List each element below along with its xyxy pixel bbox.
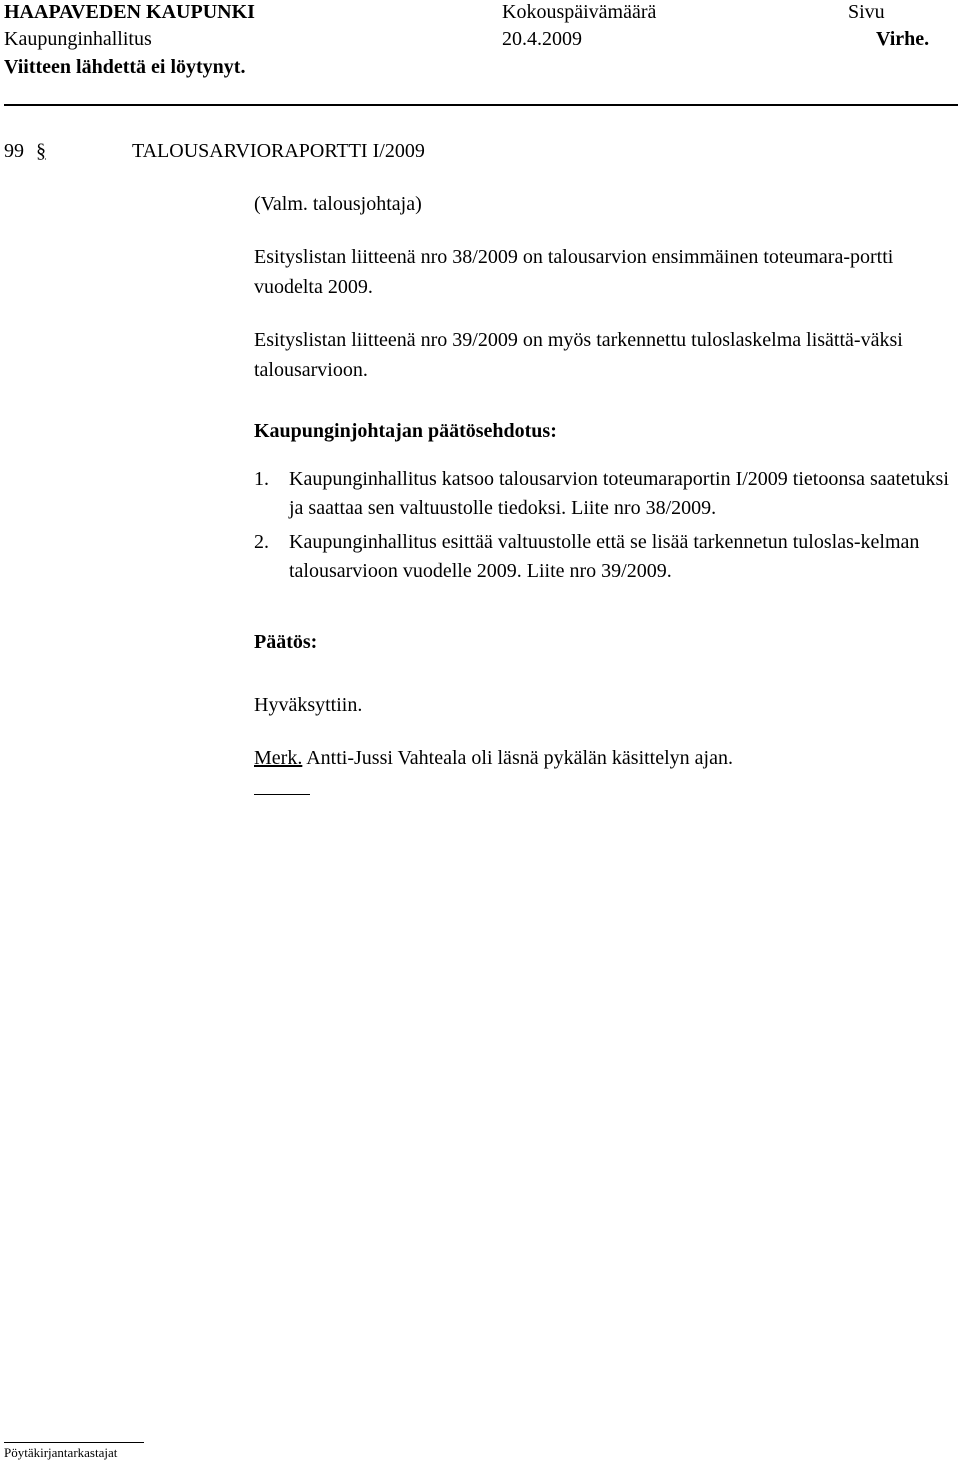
note-text: Antti-Jussi Vahteala oli läsnä pykälän käsittelyn ajan. (302, 747, 733, 769)
committee-name: Kaupunginhallitus (4, 28, 152, 50)
proposal-item-text: Kaupunginhallitus katsoo talousarvion toteumaraportin I/2009 tietoonsa saatetuksi ja saattaa sen valtuustolle tiedoksi. Liite nro 38/2009. (289, 468, 949, 519)
section-title: TALOUSARVIORAPORTTI I/2009 (132, 140, 425, 162)
proposal-item-number: 1. (254, 468, 269, 490)
page-number-error: Virhe. (876, 28, 930, 50)
paragraph-attachment-39: Esityslistan liitteenä nro 39/2009 on myös tarkennettu tuloslaskelma lisättä-väksi talousarvioon. (254, 329, 903, 381)
proposal-item-2 (254, 528, 954, 586)
organization-name: HAAPAVEDEN KAUPUNKI (4, 1, 255, 23)
proposal-item-text: Kaupunginhallitus esittää valtuustolle että se lisää tarkennetun tuloslas-kelman talousarvioon vuodelle 2009. Liite nro 39/2009. (289, 531, 920, 582)
meeting-date-label: Kokouspäivämäärä (502, 1, 657, 23)
decision-text: Hyväksyttiin. (254, 694, 363, 716)
note-line (254, 747, 733, 770)
footer-divider (4, 1442, 144, 1443)
page-label: Sivu (848, 1, 885, 23)
reference-error: Viitteen lähdettä ei löytynyt. (4, 56, 246, 78)
preparer-note: (Valm. talousjohtaja) (254, 193, 422, 215)
proposal-heading: Kaupunginjohtajan päätösehdotus: (254, 420, 557, 442)
section-number: 99 (4, 140, 24, 162)
proposal-item-1 (254, 465, 954, 523)
decision-heading: Päätös: (254, 631, 318, 653)
meeting-date: 20.4.2009 (502, 28, 582, 50)
section-symbol (36, 140, 46, 163)
header-divider (4, 104, 958, 106)
footer-signatories: Pöytäkirjantarkastajat (4, 1445, 118, 1460)
proposal-item-number: 2. (254, 531, 269, 553)
section-symbol-text: § (36, 140, 46, 162)
note-label: Merk. (254, 747, 303, 769)
end-rule (254, 794, 310, 795)
paragraph-attachment-38: Esityslistan liitteenä nro 38/2009 on talousarvion ensimmäinen toteumara-portti vuodelta 2009. (254, 246, 894, 298)
